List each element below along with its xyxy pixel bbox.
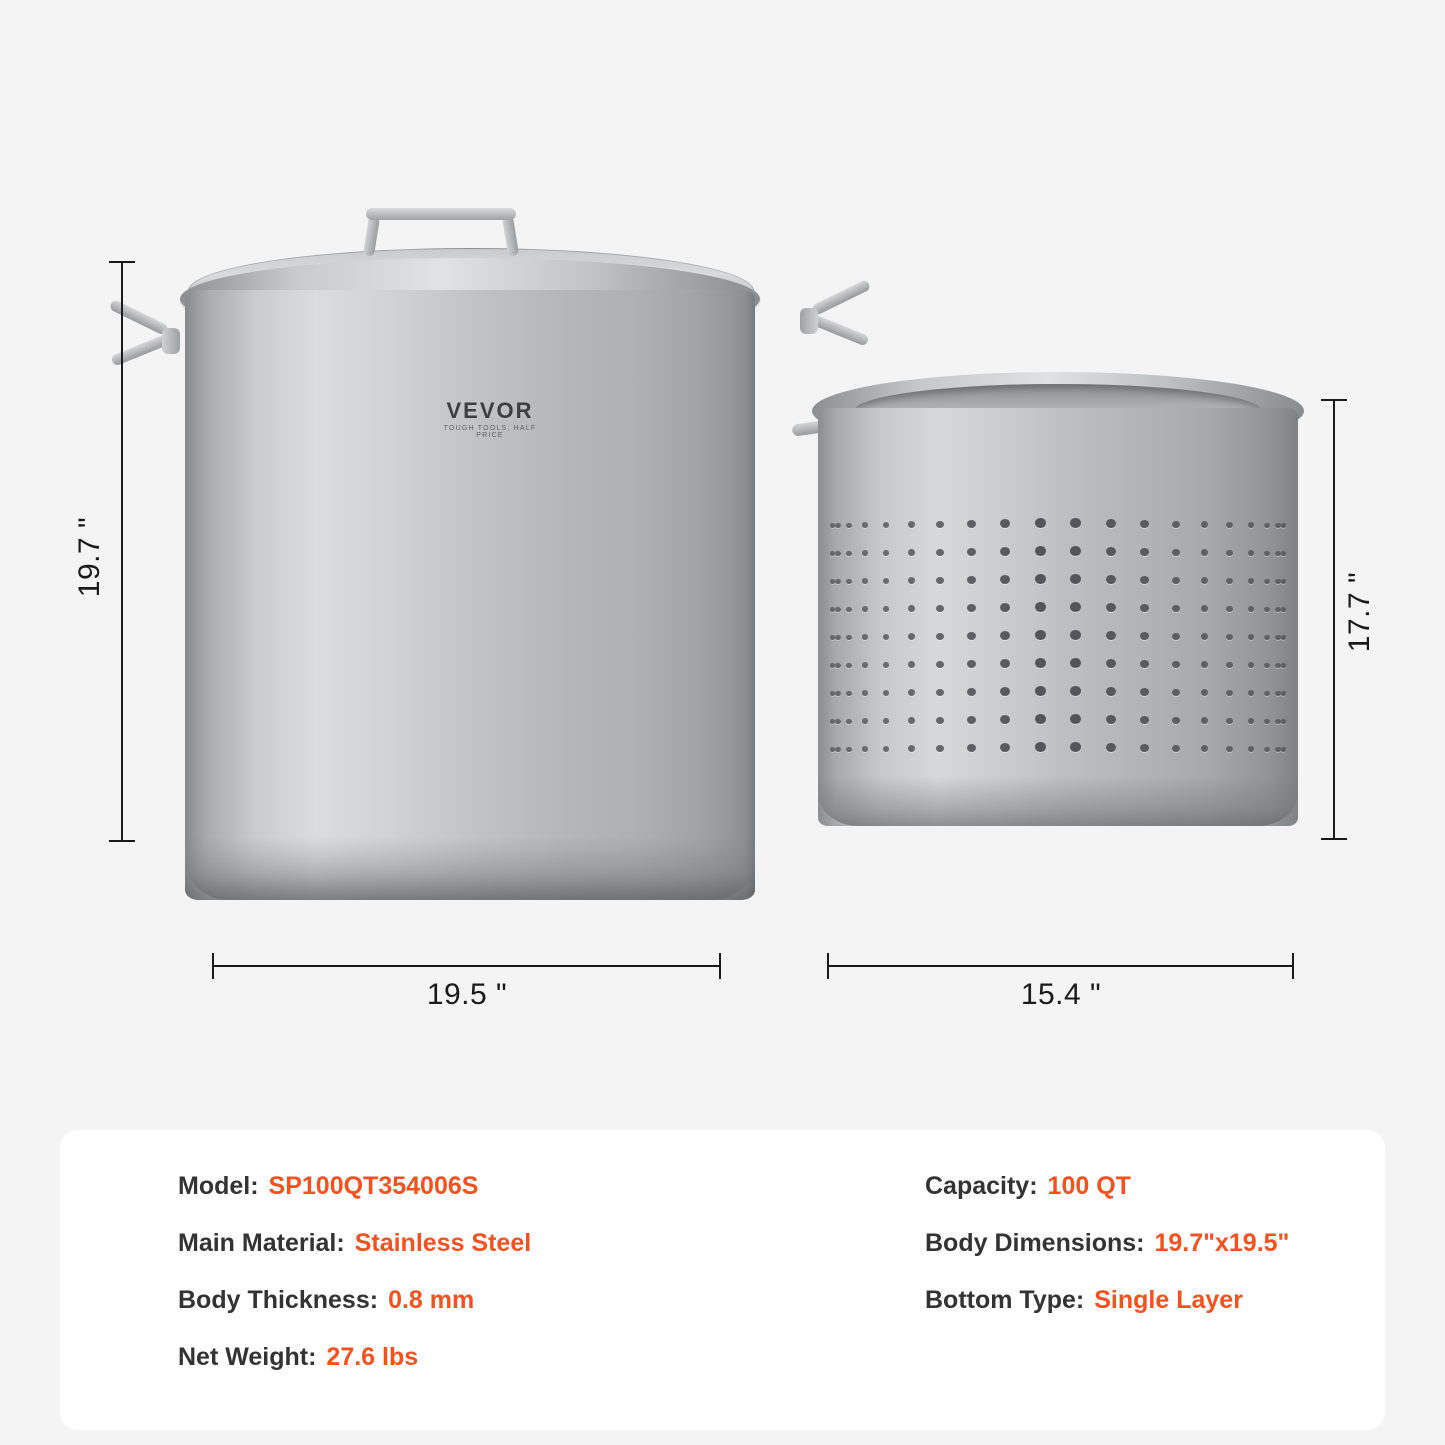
pot-handle-left-bar-top — [109, 299, 170, 336]
basket-hole — [1226, 634, 1233, 640]
basket-hole — [1281, 747, 1287, 752]
spec-row — [178, 1172, 531, 1201]
basket-hole — [1000, 603, 1010, 612]
basket-height-line — [1333, 400, 1335, 840]
basket-hole — [1106, 603, 1116, 612]
basket-hole — [846, 579, 852, 584]
spec-card — [60, 1130, 1385, 1430]
basket-hole — [1248, 634, 1254, 640]
basket-hole — [1140, 744, 1149, 752]
stock-pot-illustration — [160, 230, 820, 920]
basket-hole — [908, 717, 915, 724]
basket-hole — [1201, 605, 1208, 612]
basket-hole — [1000, 519, 1010, 528]
spec-value: 0.8 mm — [388, 1286, 475, 1314]
basket-hole — [1000, 743, 1010, 752]
brand-logo — [430, 398, 550, 439]
basket-hole — [883, 662, 890, 668]
spec-column-right — [925, 1172, 1289, 1343]
basket-hole — [1000, 547, 1010, 556]
spec-value: 27.6 lbs — [326, 1343, 419, 1371]
basket-hole — [1281, 691, 1287, 696]
basket-hole — [1106, 547, 1116, 556]
basket-hole — [835, 663, 841, 668]
spec-row — [925, 1229, 1289, 1258]
basket-hole — [1248, 746, 1254, 752]
spec-key: Net Weight: — [178, 1343, 317, 1371]
basket-hole — [1140, 576, 1149, 584]
basket-hole — [967, 604, 976, 612]
spec-row — [178, 1286, 531, 1315]
spec-row — [925, 1172, 1289, 1201]
basket-hole — [1226, 746, 1233, 752]
basket-hole — [908, 577, 915, 584]
basket-hole — [835, 523, 841, 528]
basket-hole — [1000, 631, 1010, 640]
basket-hole — [1106, 631, 1116, 640]
spec-row — [925, 1286, 1289, 1315]
basket-hole — [1172, 717, 1180, 725]
basket-height-label: 17.7 " — [1343, 571, 1376, 653]
basket-hole — [936, 745, 944, 753]
basket-hole — [1275, 607, 1281, 612]
basket-hole — [1226, 690, 1233, 696]
basket-hole — [1070, 630, 1081, 640]
basket-hole — [1035, 714, 1046, 724]
spec-value: Stainless Steel — [354, 1229, 532, 1257]
basket-hole — [1035, 630, 1046, 640]
basket-hole — [862, 634, 868, 640]
spec-key: Body Dimensions: — [925, 1229, 1145, 1257]
basket-hole — [936, 633, 944, 641]
basket-hole — [1275, 579, 1281, 584]
basket-hole — [1275, 691, 1281, 696]
basket-hole — [883, 522, 890, 528]
basket-hole — [1106, 687, 1116, 696]
basket-hole — [1070, 546, 1081, 556]
basket-hole — [1281, 579, 1287, 584]
basket-hole — [883, 578, 890, 584]
basket-hole — [1281, 635, 1287, 640]
basket-hole — [1226, 578, 1233, 584]
basket-hole — [967, 548, 976, 556]
basket-hole — [967, 744, 976, 752]
basket-hole — [1264, 719, 1270, 724]
basket-hole — [846, 635, 852, 640]
basket-hole — [967, 716, 976, 724]
basket-width-label: 15.4 " — [1020, 978, 1102, 1011]
basket-hole — [1172, 661, 1180, 669]
basket-hole — [1248, 550, 1254, 556]
basket-hole — [1172, 745, 1180, 753]
basket-hole — [967, 632, 976, 640]
basket-hole — [1172, 689, 1180, 697]
basket-hole — [936, 577, 944, 585]
basket-hole — [862, 746, 868, 752]
basket-hole — [908, 633, 915, 640]
basket-hole — [883, 746, 890, 752]
basket-hole — [1201, 521, 1208, 528]
basket-hole — [1035, 742, 1046, 752]
basket-hole — [1035, 518, 1046, 528]
basket-hole — [908, 689, 915, 696]
basket-hole — [1248, 578, 1254, 584]
basket-hole — [1248, 522, 1254, 528]
basket-hole — [1070, 686, 1081, 696]
lid-handle-bar — [366, 208, 516, 220]
basket-hole — [883, 718, 890, 724]
basket-hole — [835, 747, 841, 752]
lid-handle-leg-left — [363, 215, 380, 256]
basket-hole — [1264, 551, 1270, 556]
pot-handle-right-bar-top — [811, 279, 872, 316]
basket-hole — [1201, 661, 1208, 668]
basket-hole — [835, 551, 841, 556]
basket-hole — [967, 660, 976, 668]
basket-width-line — [828, 965, 1294, 967]
basket-width-cap-left — [827, 953, 829, 979]
basket-hole — [1035, 686, 1046, 696]
basket-hole — [862, 606, 868, 612]
basket-hole — [1070, 658, 1081, 668]
basket-hole — [883, 550, 890, 556]
basket-hole — [1264, 691, 1270, 696]
basket-hole — [1226, 718, 1233, 724]
spec-value: Single Layer — [1094, 1286, 1243, 1314]
spec-key: Body Thickness: — [178, 1286, 379, 1314]
basket-hole — [1172, 549, 1180, 557]
spec-key: Main Material: — [178, 1229, 345, 1257]
basket-hole — [1226, 522, 1233, 528]
basket-hole — [1106, 659, 1116, 668]
basket-hole — [835, 635, 841, 640]
basket-hole — [862, 550, 868, 556]
basket-hole — [846, 719, 852, 724]
basket-hole — [862, 718, 868, 724]
brand-tagline: TOUGH TOOLS, HALF PRICE — [443, 425, 537, 439]
basket-hole — [1140, 688, 1149, 696]
basket-height-cap-top — [1321, 399, 1347, 401]
basket-hole — [1106, 575, 1116, 584]
basket-hole — [936, 549, 944, 557]
basket-hole — [1264, 663, 1270, 668]
basket-hole — [936, 717, 944, 725]
basket-hole — [846, 691, 852, 696]
basket-hole — [908, 745, 915, 752]
basket-hole — [846, 523, 852, 528]
basket-perforations — [818, 518, 1298, 773]
lid-handle-leg-right — [502, 215, 519, 256]
basket-hole — [1201, 577, 1208, 584]
basket-hole — [967, 688, 976, 696]
basket-hole — [1035, 546, 1046, 556]
basket-hole — [1226, 662, 1233, 668]
basket-hole — [883, 690, 890, 696]
basket-hole — [1140, 548, 1149, 556]
basket-hole — [1035, 574, 1046, 584]
basket-hole — [1248, 662, 1254, 668]
basket-hole — [1226, 550, 1233, 556]
basket-hole — [1140, 716, 1149, 724]
pot-lid-handle — [356, 208, 526, 254]
pot-handle-right-mount — [800, 308, 818, 334]
basket-hole — [1264, 523, 1270, 528]
basket-width-cap-right — [1292, 953, 1294, 979]
basket-hole — [936, 661, 944, 669]
basket-body — [818, 408, 1298, 826]
spec-key: Bottom Type: — [925, 1286, 1085, 1314]
spec-row — [178, 1343, 531, 1372]
basket-hole — [1140, 520, 1149, 528]
basket-hole — [1201, 549, 1208, 556]
basket-hole — [1281, 607, 1287, 612]
basket-hole — [1264, 579, 1270, 584]
basket-hole — [883, 634, 890, 640]
basket-hole — [883, 606, 890, 612]
basket-hole — [908, 549, 915, 556]
basket-hole — [1172, 521, 1180, 529]
basket-hole — [967, 576, 976, 584]
basket-hole — [835, 579, 841, 584]
basket-hole — [1035, 658, 1046, 668]
basket-hole — [908, 661, 915, 668]
basket-hole — [1281, 663, 1287, 668]
basket-hole — [1000, 687, 1010, 696]
basket-hole — [936, 689, 944, 697]
basket-hole — [967, 520, 976, 528]
spec-key: Model: — [178, 1172, 259, 1200]
basket-hole — [1070, 518, 1081, 528]
pot-height-cap-bottom — [109, 840, 135, 842]
pot-width-label: 19.5 " — [426, 978, 508, 1011]
basket-hole — [862, 662, 868, 668]
basket-hole — [1264, 635, 1270, 640]
basket-hole — [908, 605, 915, 612]
basket-hole — [1281, 719, 1287, 724]
basket-hole — [1070, 574, 1081, 584]
basket-hole — [835, 719, 841, 724]
basket-hole — [1140, 604, 1149, 612]
basket-height-cap-bottom — [1321, 838, 1347, 840]
basket-hole — [1264, 607, 1270, 612]
basket-hole — [1226, 606, 1233, 612]
basket-hole — [1070, 714, 1081, 724]
basket-hole — [1106, 743, 1116, 752]
basket-hole — [862, 522, 868, 528]
spec-column-left — [178, 1172, 531, 1400]
pot-handle-left-mount — [162, 328, 180, 354]
pot-width-cap-left — [212, 953, 214, 979]
basket-hole — [908, 521, 915, 528]
basket-hole — [862, 578, 868, 584]
basket-hole — [1201, 689, 1208, 696]
basket-hole — [846, 607, 852, 612]
basket-hole — [1070, 602, 1081, 612]
basket-hole — [1248, 690, 1254, 696]
spec-value: 19.7"x19.5" — [1154, 1229, 1290, 1257]
basket-hole — [1281, 523, 1287, 528]
basket-hole — [835, 691, 841, 696]
pot-height-label: 19.7 " — [73, 516, 106, 598]
basket-hole — [846, 551, 852, 556]
basket-hole — [1035, 602, 1046, 612]
pot-handle-right — [798, 290, 872, 356]
basket-hole — [1201, 717, 1208, 724]
brand-name: VEVOR — [446, 398, 534, 423]
basket-hole — [846, 663, 852, 668]
basket-hole — [1275, 663, 1281, 668]
basket-hole — [1275, 551, 1281, 556]
pot-height-cap-top — [109, 261, 135, 263]
basket-hole — [1106, 519, 1116, 528]
pot-width-cap-right — [719, 953, 721, 979]
basket-hole — [835, 607, 841, 612]
basket-hole — [1201, 633, 1208, 640]
steamer-basket-illustration — [790, 360, 1330, 860]
basket-hole — [1172, 577, 1180, 585]
basket-hole — [862, 690, 868, 696]
basket-hole — [846, 747, 852, 752]
basket-hole — [1281, 551, 1287, 556]
pot-body — [185, 290, 755, 900]
basket-hole — [1275, 523, 1281, 528]
basket-hole — [1140, 660, 1149, 668]
basket-hole — [936, 605, 944, 613]
basket-hole — [1275, 747, 1281, 752]
basket-hole — [1248, 718, 1254, 724]
basket-hole — [1000, 715, 1010, 724]
spec-value: SP100QT354006S — [268, 1172, 479, 1200]
basket-hole — [1172, 633, 1180, 641]
basket-hole — [1201, 745, 1208, 752]
basket-hole — [1248, 606, 1254, 612]
spec-key: Capacity: — [925, 1172, 1038, 1200]
basket-hole — [1000, 659, 1010, 668]
basket-hole — [1000, 575, 1010, 584]
pot-handle-left — [108, 310, 182, 376]
basket-hole — [1275, 719, 1281, 724]
basket-hole — [1106, 715, 1116, 724]
pot-width-line — [213, 965, 721, 967]
basket-hole — [1172, 605, 1180, 613]
basket-hole — [1275, 635, 1281, 640]
basket-hole — [1070, 742, 1081, 752]
spec-row — [178, 1229, 531, 1258]
pot-height-line — [121, 262, 123, 842]
basket-hole — [1140, 632, 1149, 640]
basket-hole — [1264, 747, 1270, 752]
basket-hole — [936, 521, 944, 529]
spec-value: 100 QT — [1047, 1172, 1131, 1200]
